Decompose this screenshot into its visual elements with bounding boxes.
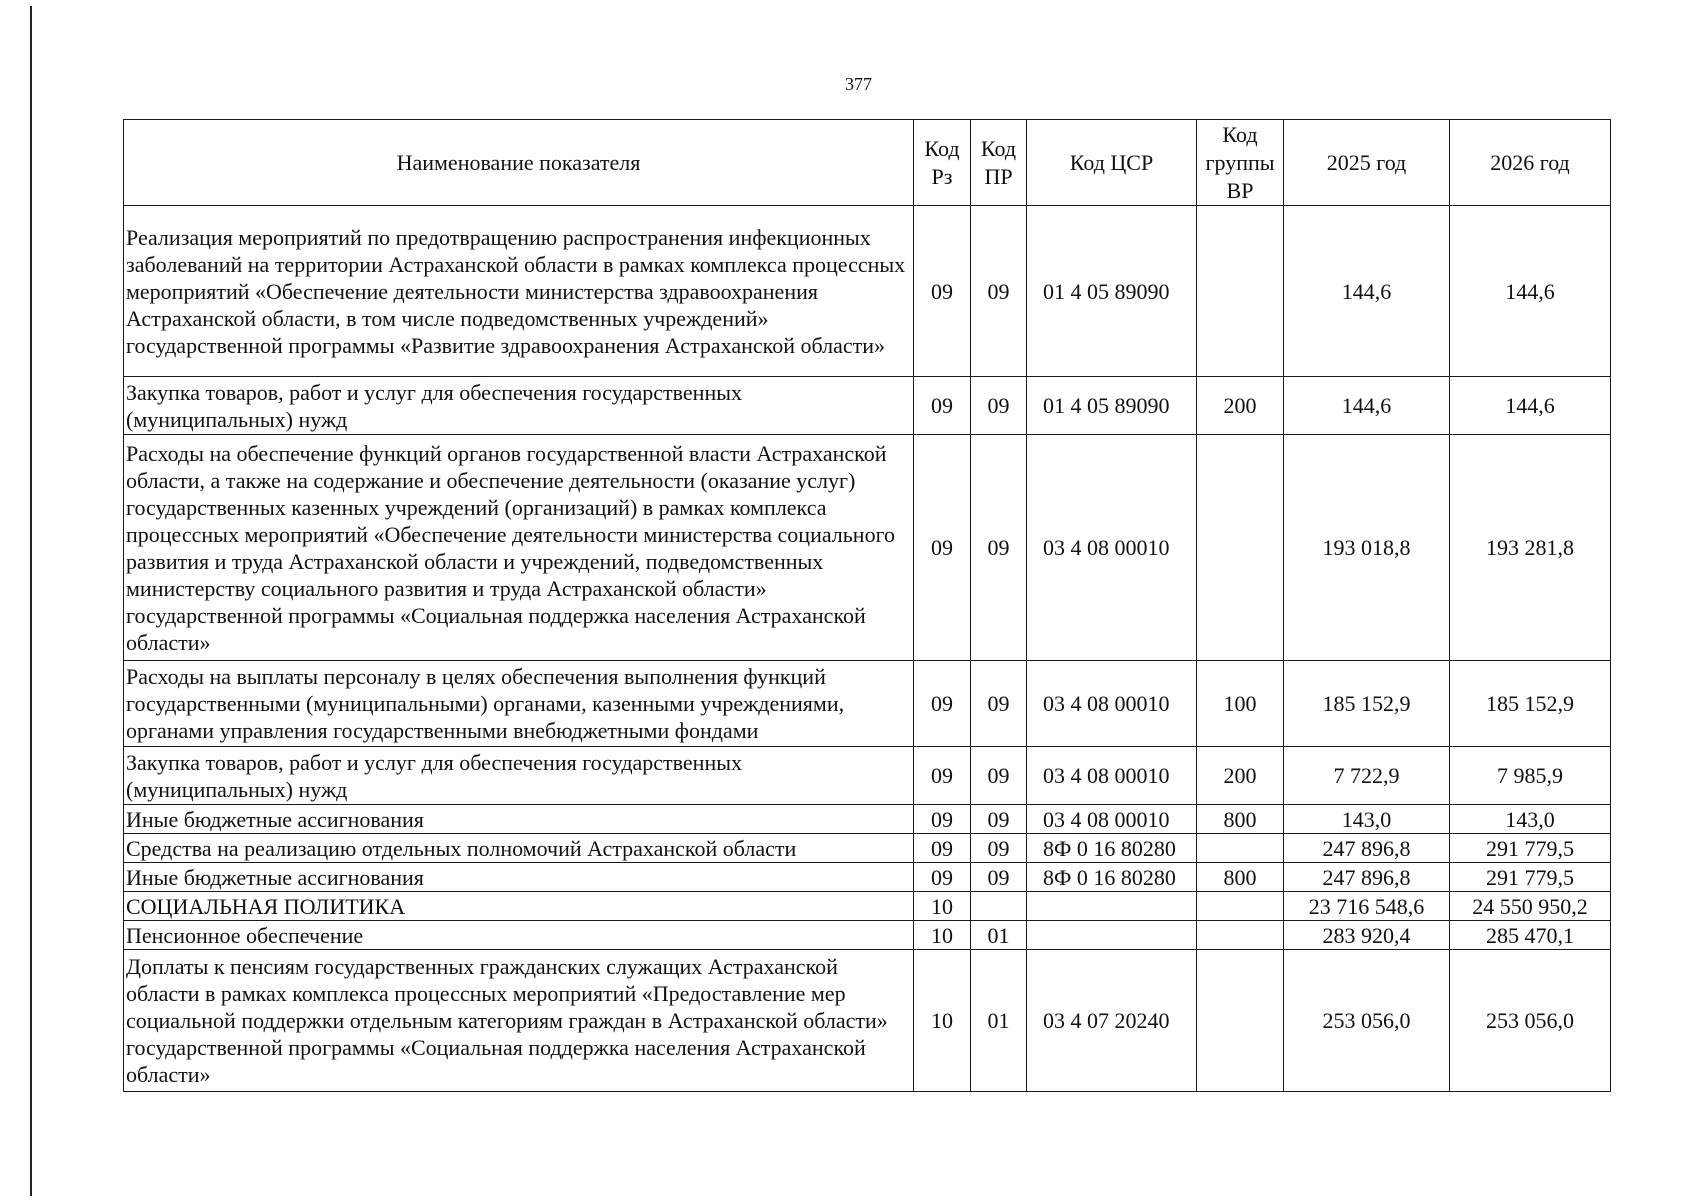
row-name: Расходы на выплаты персоналу в целях обеспечения выполнения функций государственными (муниципальными) органами, казенными учреждениями, органами управления государственными внебюджетными фондами (124, 661, 914, 747)
row-pr (971, 892, 1027, 921)
row-csr: 8Ф 0 16 80280 (1027, 834, 1197, 863)
budget-table (123, 119, 1611, 1092)
row-2026: 144,6 (1450, 377, 1611, 435)
row-vr: 800 (1197, 805, 1284, 834)
row-2026: 285 470,1 (1450, 921, 1611, 950)
table-row (124, 892, 1611, 921)
row-2026: 253 056,0 (1450, 950, 1611, 1092)
row-rz: 10 (914, 892, 971, 921)
row-csr: 01 4 05 89090 (1027, 206, 1197, 377)
header-csr: Код ЦСР (1027, 120, 1197, 206)
row-vr (1197, 950, 1284, 1092)
row-csr: 01 4 05 89090 (1027, 377, 1197, 435)
table-row (124, 834, 1611, 863)
row-2026: 7 985,9 (1450, 747, 1611, 805)
row-2025: 247 896,8 (1284, 863, 1450, 892)
row-name: Закупка товаров, работ и услуг для обеспечения государственных (муниципальных) нужд (124, 747, 914, 805)
row-pr: 09 (971, 747, 1027, 805)
row-2026: 24 550 950,2 (1450, 892, 1611, 921)
row-pr: 09 (971, 377, 1027, 435)
row-vr: 100 (1197, 661, 1284, 747)
row-csr: 03 4 08 00010 (1027, 661, 1197, 747)
row-vr: 200 (1197, 747, 1284, 805)
row-csr: 03 4 08 00010 (1027, 747, 1197, 805)
header-vr: Код группы ВР (1197, 120, 1284, 206)
row-name: СОЦИАЛЬНАЯ ПОЛИТИКА (124, 892, 914, 921)
row-vr (1197, 206, 1284, 377)
header-2026: 2026 год (1450, 120, 1611, 206)
header-name: Наименование показателя (124, 120, 914, 206)
table-row (124, 661, 1611, 747)
row-rz: 09 (914, 863, 971, 892)
row-vr (1197, 892, 1284, 921)
row-csr: 8Ф 0 16 80280 (1027, 863, 1197, 892)
row-pr: 01 (971, 921, 1027, 950)
page-number: 377 (845, 74, 872, 94)
row-rz: 10 (914, 921, 971, 950)
row-vr: 800 (1197, 863, 1284, 892)
table-row (124, 805, 1611, 834)
table-row (124, 377, 1611, 435)
row-pr: 09 (971, 435, 1027, 661)
row-pr: 09 (971, 834, 1027, 863)
row-2025: 185 152,9 (1284, 661, 1450, 747)
row-2025: 247 896,8 (1284, 834, 1450, 863)
row-2025: 193 018,8 (1284, 435, 1450, 661)
row-2025: 143,0 (1284, 805, 1450, 834)
header-rz: Код Рз (914, 120, 971, 206)
row-name: Средства на реализацию отдельных полномочий Астраханской области (124, 834, 914, 863)
row-rz: 09 (914, 661, 971, 747)
row-vr (1197, 435, 1284, 661)
row-csr (1027, 921, 1197, 950)
row-name: Доплаты к пенсиям государственных гражданских служащих Астраханской области в рамках комплекса процессных мероприятий «Предоставление мер социальной поддержки отдельным категориям граждан в Астраханской области» государственной программы «Социальная поддержка населения Астраханской области» (124, 950, 914, 1092)
row-csr: 03 4 08 00010 (1027, 805, 1197, 834)
row-2026: 185 152,9 (1450, 661, 1611, 747)
table-row (124, 863, 1611, 892)
table-row (124, 921, 1611, 950)
row-2026: 291 779,5 (1450, 863, 1611, 892)
row-rz: 09 (914, 435, 971, 661)
row-2026: 144,6 (1450, 206, 1611, 377)
row-name: Пенсионное обеспечение (124, 921, 914, 950)
row-rz: 10 (914, 950, 971, 1092)
row-pr: 09 (971, 206, 1027, 377)
row-2025: 7 722,9 (1284, 747, 1450, 805)
row-name: Реализация мероприятий по предотвращению распространения инфекционных заболеваний на территории Астраханской области в рамках комплекса процессных мероприятий «Обеспечение деятельности министерства здравоохранения Астраханской области, в том числе подведомственных учреждений» государственной программы «Развитие здравоохранения Астраханской области» (124, 206, 914, 377)
row-rz: 09 (914, 805, 971, 834)
row-2025: 253 056,0 (1284, 950, 1450, 1092)
row-csr: 03 4 08 00010 (1027, 435, 1197, 661)
table-row (124, 206, 1611, 377)
row-pr: 01 (971, 950, 1027, 1092)
row-vr (1197, 921, 1284, 950)
table-row (124, 950, 1611, 1092)
row-pr: 09 (971, 863, 1027, 892)
row-2025: 283 920,4 (1284, 921, 1450, 950)
row-name: Иные бюджетные ассигнования (124, 805, 914, 834)
row-name: Расходы на обеспечение функций органов государственной власти Астраханской области, а также на содержание и обеспечение деятельности (оказание услуг) государственных казенных учреждений (организаций) в рамках комплекса процессных мероприятий «Обеспечение деятельности министерства социального развития и труда Астраханской области и учреждений, подведомственных министерству социального развития и труда Астраханской области» государственной программы «Социальная поддержка населения Астраханской области» (124, 435, 914, 661)
row-rz: 09 (914, 747, 971, 805)
row-2026: 143,0 (1450, 805, 1611, 834)
row-vr: 200 (1197, 377, 1284, 435)
table-row (124, 435, 1611, 661)
row-2025: 23 716 548,6 (1284, 892, 1450, 921)
binding-margin-line (30, 6, 32, 1196)
row-pr: 09 (971, 805, 1027, 834)
row-csr (1027, 892, 1197, 921)
row-2026: 193 281,8 (1450, 435, 1611, 661)
row-2026: 291 779,5 (1450, 834, 1611, 863)
row-rz: 09 (914, 206, 971, 377)
row-pr: 09 (971, 661, 1027, 747)
header-2025: 2025 год (1284, 120, 1450, 206)
header-pr: Код ПР (971, 120, 1027, 206)
table-row (124, 747, 1611, 805)
row-2025: 144,6 (1284, 206, 1450, 377)
row-2025: 144,6 (1284, 377, 1450, 435)
row-vr (1197, 834, 1284, 863)
row-rz: 09 (914, 377, 971, 435)
row-name: Закупка товаров, работ и услуг для обеспечения государственных (муниципальных) нужд (124, 377, 914, 435)
row-name: Иные бюджетные ассигнования (124, 863, 914, 892)
row-csr: 03 4 07 20240 (1027, 950, 1197, 1092)
row-rz: 09 (914, 834, 971, 863)
table-header-row (124, 120, 1611, 206)
